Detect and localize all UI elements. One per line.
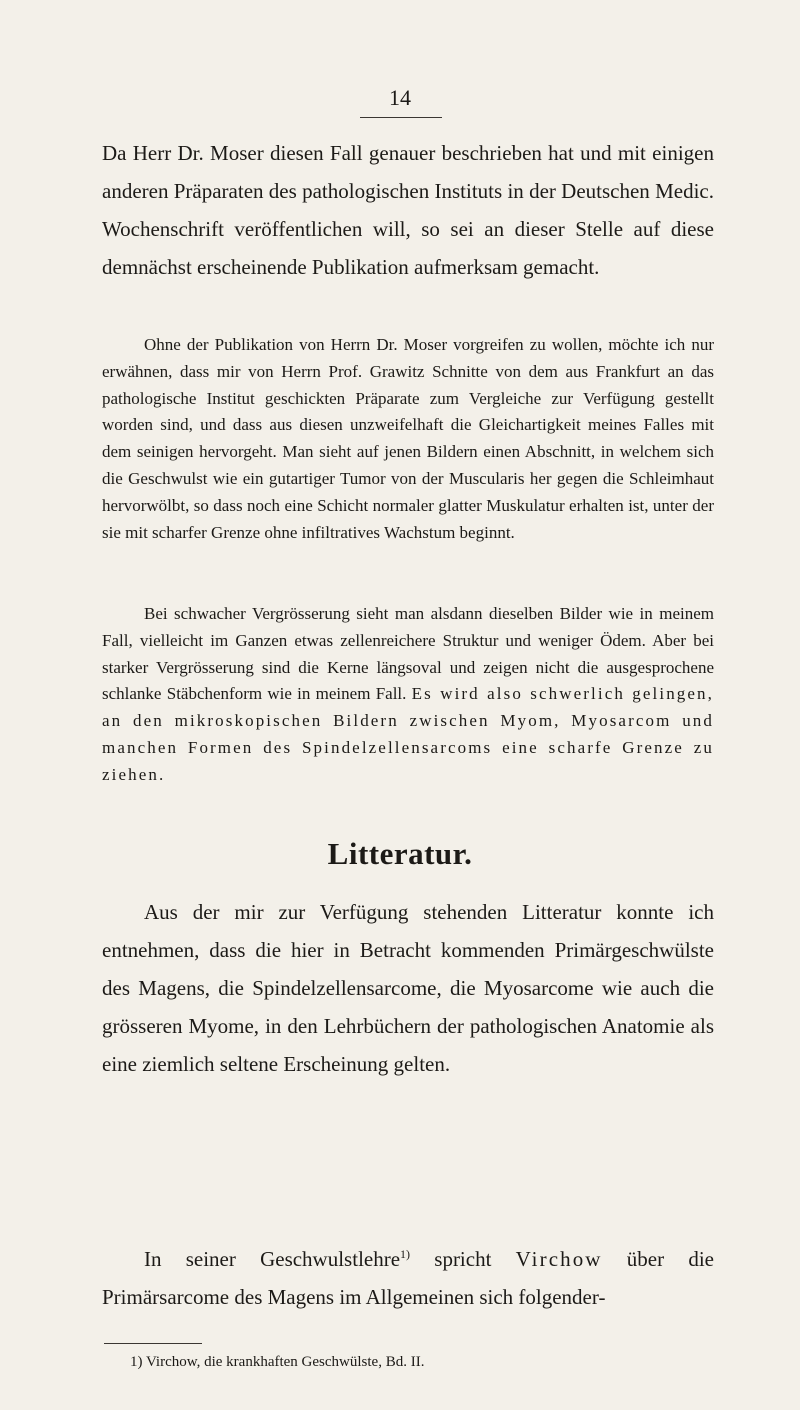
footnote [130,1350,730,1374]
virchow-text-after: über die Primärsarcome des Magens im Allgemeinen sich folgender- [102,1247,714,1309]
paragraph-comparison: Ohne der Publikation von Herrn Dr. Moser vorgreifen zu wollen, möchte ich nur erwähnen, dass mir von Herrn Prof. Grawitz Schnitte von dem aus Frankfurt an das pathologische Institut geschickten Präparate zum Vergleiche zur Verfügung gestellt worden sind, und dass aus diesen unzweifelhaft die Gleichartigkeit meines Falles mit dem seinigen hervorgeht. Man sieht auf jenen Bildern einen Abschnitt, in welchem sich die Geschwulst wie ein gutartiger Tumor von der Muscularis her gegen die Schleimhaut hervorwölbt, so dass noch eine Schicht normaler glatter Muskulatur erhalten ist, unter der sie mit scharfer Grenze ohne infiltratives Wachstum beginnt. [102,335,714,542]
author-name-virchow: Virchow [515,1247,603,1271]
page-number: 14 [389,85,411,110]
footnote-mark: 1) [130,1354,143,1370]
paragraph-virchow [102,1235,714,1316]
footnote-rule [104,1343,202,1344]
paragraph-moser-publication: Da Herr Dr. Moser diesen Fall genauer beschrieben hat und mit einigen anderen Präparaten des pathologischen Instituts in der Deutschen Medic. Wochenschrift veröffentlichen will, so sei an dieser Stelle auf diese demnächst erscheinende Publikation aufmerksam gemacht. [102,141,714,279]
virchow-text-before: In seiner Geschwulstlehre [144,1247,401,1271]
paragraph-magnification-text: Bei schwacher Vergrösserung sieht man alsdann dieselben Bilder wie in meinem Fall, vielleicht im Ganzen etwas zellenreichere Struktur und weniger Ödem. Aber bei starker Vergrösserung sind die Kerne längsoval und zeigen nicht die ausgesprochene schlanke Stäbchenform wie in meinem Fall. [102,604,714,704]
footnote-text: Virchow, die krankhaften Geschwülste, Bd. II. [145,1354,425,1370]
paragraph-literature: Aus der mir zur Verfügung stehenden Litteratur konnte ich entnehmen, dass die hier in Betracht kommenden Primärgeschwülste des Magens, die Spindelzellensarcome, die Myosarcome wie auch die grösseren Myome, in den Lehrbüchern der pathologischen Anatomie als eine ziemlich seltene Erscheinung gelten. [102,900,714,1076]
footnote-reference: 1) [400,1247,411,1261]
paragraph-magnification-emphasis: Es wird also schwerlich gelingen, an den mikroskopischen Bildern zwischen Myom, Myosarcom und manchen Formen des Spindelzellensarcoms eine scharfe Grenze zu ziehen. [102,684,714,784]
page-number-rule [360,117,442,118]
virchow-text-mid: spricht [410,1247,516,1271]
section-heading-litteratur: Litteratur. [327,836,473,871]
paragraph-magnification [102,601,714,789]
